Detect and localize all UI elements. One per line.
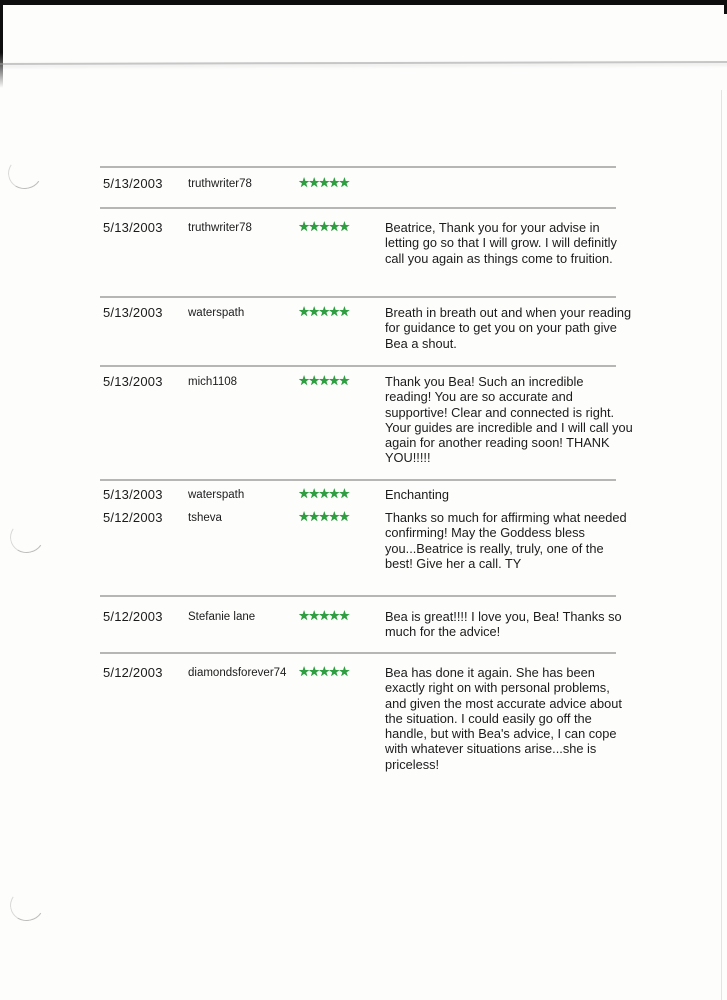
review-comment: Enchanting: [385, 487, 450, 502]
page-right-edge-shadow: [721, 90, 722, 1000]
row-divider: [100, 595, 616, 597]
review-date: 5/13/2003: [103, 374, 163, 389]
review-username: waterspath: [188, 489, 245, 501]
review-comment: Bea is great!!!! I love you, Bea! Thanks so much for the advice!: [385, 609, 622, 640]
row-divider: [100, 296, 616, 298]
row-divider: [100, 479, 616, 481]
row-divider: [100, 365, 616, 367]
review-comment: Beatrice, Thank you for your advise in letting go so that I will grow. I will definitly call you again as things come to fruition.: [385, 220, 617, 266]
row-divider: [100, 207, 616, 209]
star-rating: ★★★★★: [298, 664, 349, 679]
review-date: 5/12/2003: [103, 510, 163, 525]
review-comment: Thanks so much for affirming what needed confirming! May the Goddess bless you...Beatrice is really, truly, one of the best! Give her a call. TY: [385, 510, 627, 571]
row-divider: [100, 166, 616, 168]
row-divider: [100, 652, 616, 654]
review-date: 5/13/2003: [103, 176, 163, 191]
review-date: 5/13/2003: [103, 305, 163, 320]
star-rating: ★★★★★: [298, 373, 349, 388]
review-username: Stefanie lane: [188, 611, 256, 623]
star-rating: ★★★★★: [298, 608, 349, 623]
star-rating: ★★★★★: [298, 486, 349, 501]
scanner-left-edge: [0, 0, 3, 88]
overlapping-page-edge-shadow: [0, 61, 727, 65]
review-date: 5/12/2003: [103, 665, 163, 680]
star-rating: ★★★★★: [298, 304, 349, 319]
hole-punch-mark: [5, 154, 45, 192]
review-username: truthwriter78: [188, 178, 252, 190]
review-username: mich1108: [188, 376, 238, 388]
review-date: 5/12/2003: [103, 609, 163, 624]
hole-punch-mark: [7, 886, 47, 924]
review-username: waterspath: [188, 307, 245, 319]
star-rating: ★★★★★: [298, 219, 349, 234]
review-date: 5/13/2003: [103, 487, 163, 502]
review-username: tsheva: [188, 512, 222, 524]
star-rating: ★★★★★: [298, 509, 349, 524]
review-date: 5/13/2003: [103, 220, 163, 235]
review-comment: Thank you Bea! Such an incredible reading! You are so accurate and supportive! Clear and connected is right. Your guides are incredible and I will call you again for another reading soon! THANK YOU!!!!!: [385, 374, 633, 466]
star-rating: ★★★★★: [298, 175, 349, 190]
review-username: diamondsforever74: [188, 667, 287, 679]
review-username: truthwriter78: [188, 222, 252, 234]
hole-punch-mark: [7, 518, 47, 556]
review-comment: Bea has done it again. She has been exactly right on with personal problems, and given the most accurate advice about the situation. I could easily go off the handle, but with Bea's advice, I can cope with whatever situations arise...she is priceless!: [385, 665, 622, 772]
scanner-top-edge: [0, 0, 727, 5]
review-comment: Breath in breath out and when your reading for guidance to get you on your path give Bea a shout.: [385, 305, 632, 351]
